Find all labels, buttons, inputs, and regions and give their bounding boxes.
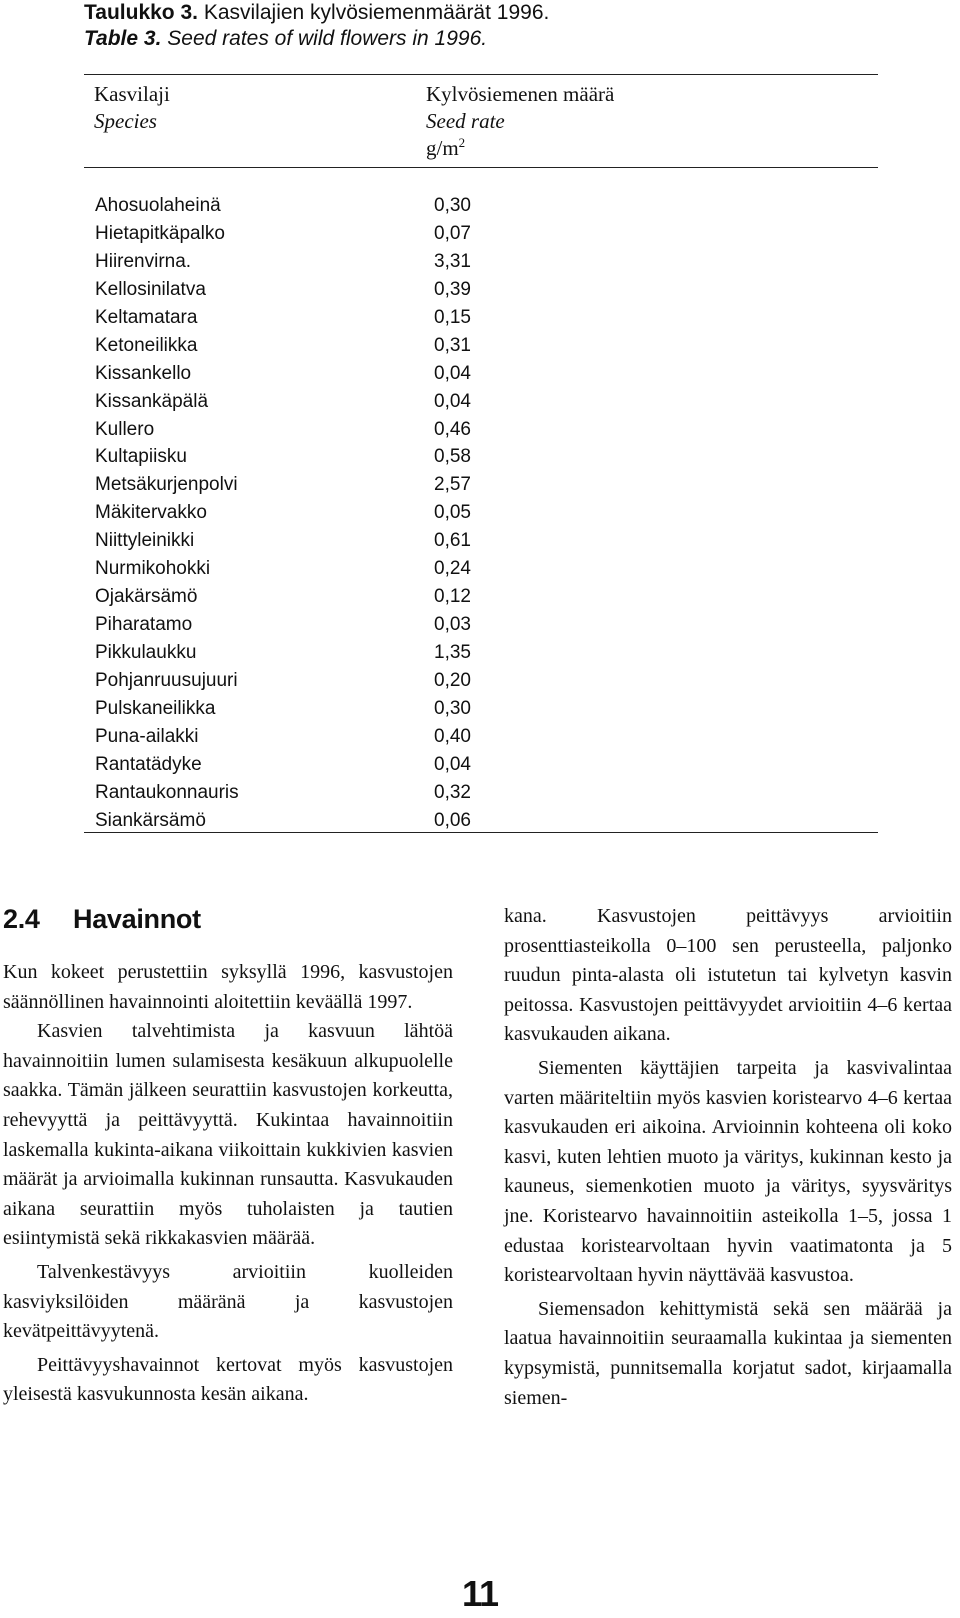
header-species-fi: Kasvilaji: [94, 82, 170, 106]
table-caption-english: [84, 26, 487, 52]
seed-rate-value: 0,03: [434, 614, 471, 636]
table-body: [95, 192, 495, 835]
species-name: Mäkitervakko: [95, 502, 207, 524]
species-name: Piharatamo: [95, 614, 193, 636]
table-row: [95, 807, 495, 835]
page-number: 11: [462, 1573, 499, 1614]
seed-rate-value: 0,20: [434, 669, 471, 691]
table-row: [95, 388, 495, 416]
table-row: [95, 192, 495, 220]
table-caption-label: Taulukko 3.: [84, 1, 198, 24]
paragraph: Kasvien talvehtimista ja kasvuun lähtöä havainnoitiin lumen sulamisesta kesäkuun alkupuolelle saakka. Tämän jälkeen seurattiin kasvustojen korkeutta, rehevyyttä ja peittävyyttä. Kukintaa havainnoitiin laskemalla kukinta-aikana viikoittain kukkivien kasvien määrät ja arvioimalla kukinnan runsautta. Kasvukauden aikana seurattiin myös tuholaisten ja tautien esiintymistä sekä rikkakasvien määrää.: [3, 1020, 453, 1250]
seed-rate-value: 0,24: [434, 558, 471, 580]
table-row: [95, 779, 495, 807]
species-name: Kellosinilatva: [95, 278, 206, 300]
table-caption-label-en: Table 3.: [84, 27, 162, 50]
left-text-column: [3, 958, 453, 1410]
table-row: [95, 695, 495, 723]
seed-rate-value: 0,32: [434, 781, 471, 803]
table-row: [95, 416, 495, 444]
seed-rate-value: 0,31: [434, 334, 471, 356]
species-name: Pikkulaukku: [95, 642, 197, 663]
table-bottom-rule: [84, 832, 878, 833]
seed-rate-value: 0,04: [434, 362, 471, 384]
table-row: [95, 611, 495, 639]
table-row: [95, 499, 495, 527]
header-rate-fi: Kylvösiemenen määrä: [426, 82, 615, 106]
seed-rate-value: 2,57: [434, 474, 471, 496]
table-row: [95, 751, 495, 779]
species-name: Nurmikohokki: [95, 558, 211, 580]
header-rate-unit: [426, 134, 465, 162]
species-name: Hietapitkäpalko: [95, 222, 225, 244]
seed-rate-value: 0,46: [434, 418, 471, 440]
species-name: Ketoneilikka: [95, 334, 198, 356]
seed-rate-value: 0,61: [434, 530, 471, 552]
paragraph: Siementen käyttäjien tarpeita ja kasvivalintaa varten määriteltiin myös kasvien koristearvo 4–6 kertaa kasvukauden eri aikoina. Arvioinnin kohteena oli koko kasvi, kuten lehtien muoto ja väritys, kukinnan kesto ja kauneus, siemenkotien muoto ja väritys, syysväritys jne. Koristearvo havainnoitiin asteikolla 1–5, jossa 1 edustaa koristearvoltaan hyvin vaatimatonta ja 5 koristearvoltaan hyvin näyttävää kasvustoa.: [504, 1056, 952, 1287]
species-name: Rantaukonnauris: [95, 781, 239, 803]
species-name: Kissankello: [95, 362, 192, 384]
table-header-rule: [84, 167, 878, 168]
paragraph: Talvenkestävyys arvioitiin kuolleiden kasviyksilöiden määränä ja kasvustojen kevätpeittävyytenä.: [3, 1260, 453, 1343]
paragraph: Peittävyyshavainnot kertovat myös kasvustojen yleisestä kasvukunnosta kesän aikana.: [3, 1353, 453, 1406]
table-row: [95, 723, 495, 751]
paragraph: Siemensadon kehittymistä sekä sen määrää ja laatua havainnoitiin seuraamalla kukintaa ja siementen kypsymistä, punnitsemalla korjatut sadot, kirjaamalla siemen-: [504, 1297, 952, 1409]
seed-rate-value: 0,30: [434, 697, 471, 719]
seed-rate-value: 0,58: [434, 446, 471, 468]
header-species-en: Species: [94, 109, 157, 133]
table-row: [95, 555, 495, 583]
species-name: Pulskaneilikka: [95, 697, 216, 719]
species-name: Hiirenvirna.: [95, 250, 192, 272]
species-name: Rantatädyke: [95, 753, 202, 775]
seed-rate-value: 1,35: [434, 642, 471, 663]
species-name: Siankärsämö: [95, 809, 206, 831]
paragraph: Kun kokeet perustettiin syksyllä 1996, kasvustojen säännöllinen havainnointi aloitettiin keväällä 1997.: [3, 961, 453, 1013]
right-text-column: [504, 902, 952, 1413]
seed-rate-value: 0,39: [434, 278, 471, 300]
species-name: Keltamatara: [95, 306, 198, 328]
unit-superscript: 2: [458, 135, 466, 150]
species-name: Puna-ailakki: [95, 725, 199, 747]
seed-rate-value: 0,07: [434, 222, 471, 244]
species-name: Kissankäpälä: [95, 390, 209, 412]
species-name: Ahosuolaheinä: [95, 195, 221, 216]
table-caption-text-en: Seed rates of wild flowers in 1996.: [167, 27, 488, 50]
seed-rate-value: 0,04: [434, 390, 471, 412]
species-name: Metsäkurjenpolvi: [95, 474, 238, 496]
seed-rate-value: 0,15: [434, 306, 471, 328]
species-name: Pohjanruusujuuri: [95, 669, 238, 691]
table-row: [95, 471, 495, 499]
table-row: [95, 527, 495, 555]
section-title: Havainnot: [73, 904, 201, 934]
seed-rate-value: 0,04: [434, 753, 471, 775]
seed-rate-value: 0,12: [434, 586, 471, 608]
section-number: 2.4: [3, 904, 40, 934]
section-heading: [3, 903, 201, 935]
species-name: Kullero: [95, 418, 155, 440]
table-row: [95, 332, 495, 360]
table-row: [95, 248, 495, 276]
table-top-rule: [84, 74, 878, 75]
unit-text: g/m: [426, 136, 459, 160]
table-caption-text: Kasvilajien kylvösiemenmäärät 1996.: [203, 1, 550, 24]
table-row: [95, 443, 495, 471]
seed-rate-value: 0,05: [434, 502, 471, 524]
table-row: [95, 360, 495, 388]
table-row: [95, 276, 495, 304]
seed-rate-value: 0,30: [434, 195, 471, 216]
table-row: [95, 667, 495, 695]
header-rate-en: Seed rate: [426, 109, 505, 133]
table-caption-finnish: [84, 0, 549, 26]
table-row: [95, 639, 495, 667]
table-row: [95, 583, 495, 611]
species-name: Kultapiisku: [95, 446, 187, 468]
seed-rate-value: 0,06: [434, 809, 471, 831]
table-row: [95, 304, 495, 332]
species-name: Ojakärsämö: [95, 586, 198, 608]
species-name: Niittyleinikki: [95, 530, 195, 552]
paragraph: kana. Kasvustojen peittävyys arvioitiin prosenttiasteikolla 0–100 sen perusteella, paljonko ruudun pinta-alasta oli istutetun tai kylvetyn kasvin peitossa. Kasvustojen peittävyydet arvioitiin 4–6 kertaa kasvukauden aikana.: [504, 905, 952, 1046]
seed-rate-value: 0,40: [434, 725, 471, 747]
seed-rate-value: 3,31: [434, 250, 471, 272]
table-row: [95, 220, 495, 248]
